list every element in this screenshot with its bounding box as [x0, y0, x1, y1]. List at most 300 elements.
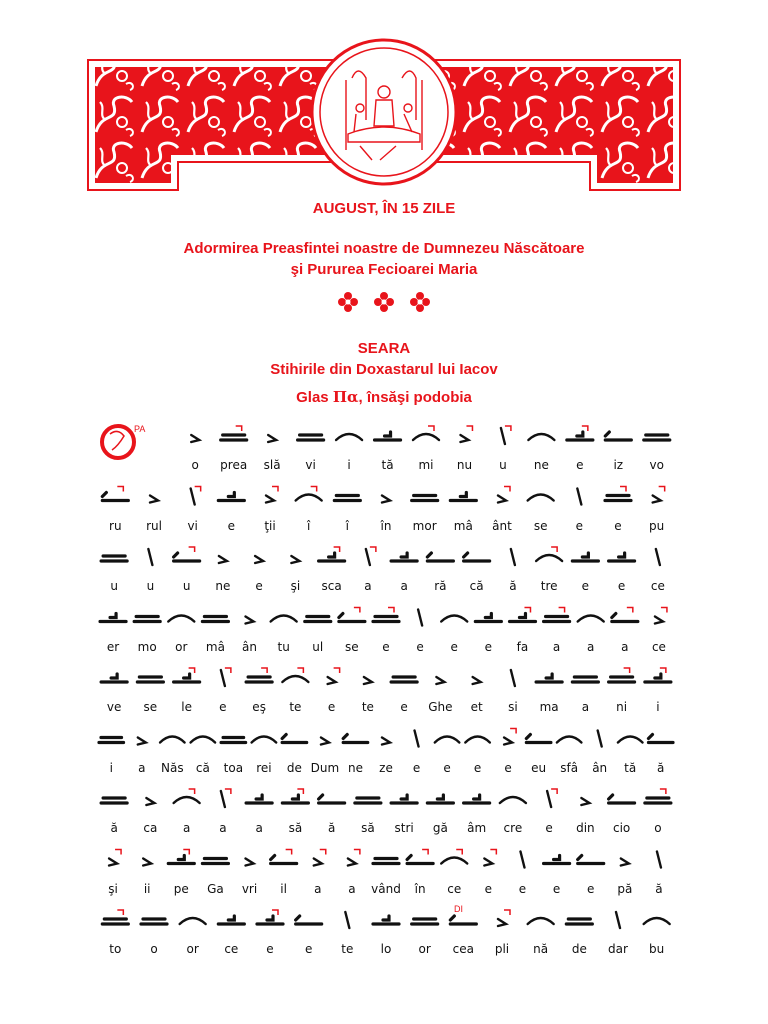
lyric-syllable: nu	[456, 458, 473, 472]
lyric-syllable: şi	[290, 579, 301, 593]
neume-mark	[435, 737, 460, 743]
neume-mark	[391, 795, 417, 803]
lyric-syllable: il	[280, 881, 287, 896]
lyric-syllable: prea	[220, 458, 248, 472]
initial-marker: PA	[134, 424, 146, 434]
neume-mark	[578, 856, 604, 864]
neume-mark	[282, 735, 307, 743]
feast-title-line2: şi Pururea Fecioarei Maria	[290, 261, 478, 278]
red-sign-mark	[117, 910, 123, 915]
neume-mark	[339, 614, 365, 622]
lyric-syllable: pli	[494, 942, 510, 956]
neume-mark	[605, 496, 631, 501]
lyric-syllable: vo	[649, 458, 664, 472]
neume-mark	[373, 859, 399, 864]
lyric-syllable: mâ	[205, 639, 225, 654]
red-sign-mark	[225, 789, 231, 794]
lyric-syllable: u	[146, 579, 155, 593]
neume-mark	[180, 918, 206, 924]
neume-mark	[168, 616, 194, 622]
neume-mark	[366, 549, 370, 565]
neume-mark	[174, 797, 200, 803]
lyric-syllable: pe	[173, 881, 189, 896]
neume-mark	[465, 737, 490, 743]
neume-mark	[321, 738, 329, 745]
neume-mark	[137, 677, 163, 682]
neume-mark	[391, 677, 417, 682]
neume-line	[102, 910, 669, 928]
red-sign-mark	[195, 487, 201, 492]
neume-mark	[418, 610, 422, 626]
lyric-syllable: de	[571, 942, 587, 956]
lyric-syllable: ne	[533, 458, 549, 472]
glas-sign: Πα	[332, 388, 359, 406]
lyric-syllable: ră	[434, 579, 447, 593]
neume-mark	[102, 919, 128, 924]
neume-mark	[581, 798, 589, 805]
lyric-syllable: lo	[380, 942, 392, 956]
red-sign-mark	[236, 426, 242, 431]
lyric-syllable: e	[484, 881, 493, 896]
flower-icon	[338, 292, 358, 312]
lyric-syllable: ve	[106, 700, 122, 714]
lyric-syllable: bu	[649, 942, 665, 956]
red-sign-mark	[456, 850, 462, 855]
neume-mark	[557, 737, 582, 743]
red-sign-mark	[225, 668, 231, 673]
neume-mark	[221, 791, 225, 807]
lyric-syllable: e	[266, 942, 274, 956]
red-sign-mark	[311, 487, 317, 492]
neume-mark	[257, 916, 283, 924]
neume-mark	[150, 496, 158, 503]
neume-mark	[609, 677, 635, 682]
lyric-syllable: Ghe	[428, 700, 453, 714]
neume-mark	[536, 674, 562, 682]
lyric-syllable: o	[191, 458, 199, 472]
neume-mark	[271, 616, 297, 622]
red-sign-mark	[183, 850, 189, 855]
feast-title-line1: Adormirea Preasfintei noastre de Dumnezeu Născătoare	[183, 240, 585, 257]
neume-mark	[282, 676, 308, 682]
lyric-syllable: ni	[616, 700, 628, 714]
neume-line	[191, 426, 670, 444]
red-sign-mark	[428, 426, 434, 431]
lyric-syllable: a	[364, 579, 372, 593]
neume-mark	[255, 556, 263, 563]
neume-mark	[146, 798, 154, 805]
neume-mark	[621, 859, 629, 866]
red-sign-mark	[510, 729, 516, 734]
red-sign-mark	[189, 668, 195, 673]
red-sign-mark	[297, 789, 303, 794]
lyric-syllable: to	[109, 942, 122, 956]
neume-mark	[319, 795, 345, 803]
lyric-syllable: Năs	[161, 760, 184, 775]
lyric-syllable: tă	[381, 458, 394, 472]
neume-mark	[174, 674, 200, 682]
neume-mark	[504, 738, 512, 745]
lyric-syllable: vând	[371, 881, 401, 896]
neume-mark	[520, 852, 524, 868]
neume-mark	[572, 553, 598, 561]
lyric-syllable: fa	[516, 639, 529, 654]
subsection-heading: Stihirile din Doxastarul lui Iacov	[270, 361, 498, 378]
neume-mark	[609, 795, 635, 803]
lyric-syllable: ânt	[492, 518, 512, 533]
red-sign-mark	[624, 668, 630, 673]
lyric-syllable: ne	[215, 579, 231, 593]
lyric-syllable: se	[143, 700, 158, 714]
red-sign-mark	[659, 487, 665, 492]
neume-mark	[291, 556, 299, 563]
lyric-syllable: i	[109, 760, 113, 775]
lyric-syllable: a	[314, 881, 322, 896]
lyric-syllable: ân	[242, 639, 257, 654]
lyric-syllable: sca	[321, 579, 342, 593]
neume-mark	[450, 493, 476, 501]
neume-mark	[528, 918, 554, 924]
red-sign-mark	[490, 850, 496, 855]
neume-mark	[305, 617, 331, 622]
lyric-syllable: să	[361, 821, 375, 835]
neume-mark	[528, 495, 554, 501]
red-sign-mark	[320, 850, 326, 855]
lyric-syllable: i	[656, 700, 660, 714]
lyric-syllable: e	[518, 881, 527, 896]
neume-mark	[511, 549, 515, 565]
neume-mark	[191, 737, 216, 743]
neume-mark	[314, 859, 322, 866]
lyric-syllable: rei	[256, 760, 272, 775]
lyric-syllable: ă	[509, 579, 517, 593]
glas-label: Glas	[296, 389, 329, 406]
neume-mark	[566, 919, 592, 924]
lyric-syllable: ii	[143, 881, 151, 896]
lyric-syllable: cea	[452, 942, 474, 956]
lyric-syllable: vi	[187, 518, 198, 533]
neume-mark	[598, 731, 602, 747]
neume-mark	[436, 677, 444, 684]
red-sign-mark	[505, 426, 511, 431]
neume-mark	[373, 617, 399, 622]
lyric-syllable: mi	[418, 458, 434, 472]
lyric-syllable: a	[587, 639, 595, 654]
red-sign-mark	[286, 850, 292, 855]
neume-mark	[501, 428, 505, 444]
neume-mark	[221, 670, 225, 686]
red-sign-mark	[334, 547, 340, 552]
lyric-syllable: e	[382, 639, 390, 654]
lyric-syllable: ă	[327, 821, 336, 835]
lyric-syllable: te	[341, 942, 354, 956]
lyric-syllable: e	[617, 579, 626, 593]
neume-mark	[605, 432, 631, 440]
lyric-syllable: ru	[109, 518, 122, 533]
lyric-syllable: âm	[467, 821, 487, 835]
neume-line	[102, 487, 664, 505]
neume-mark	[100, 614, 126, 622]
red-sign-mark	[354, 608, 360, 613]
neume-mark	[174, 553, 200, 561]
neume-mark	[101, 556, 127, 561]
lyric-syllable: e	[484, 639, 493, 654]
neume-mark	[334, 496, 360, 501]
neume-mark	[218, 493, 244, 501]
neume-line	[100, 608, 667, 626]
neume-mark	[572, 677, 598, 682]
red-sign-mark	[504, 487, 510, 492]
lyric-syllable: a	[219, 821, 227, 835]
lyric-syllable: că	[195, 760, 210, 775]
lyric-syllable: eu	[531, 760, 547, 775]
lyric-syllable: î	[345, 518, 349, 533]
red-sign-mark	[466, 426, 472, 431]
neume-line	[109, 850, 661, 868]
neume-mark	[657, 852, 661, 868]
lyric-syllable: e	[219, 700, 227, 714]
lyric-syllable: a	[400, 579, 408, 593]
neume-mark	[221, 435, 247, 440]
lyric-syllable: Dum	[310, 760, 340, 775]
neume-mark	[134, 617, 160, 622]
lyric-syllable: ce	[447, 881, 462, 896]
red-sign-mark	[272, 910, 278, 915]
neume-mark	[101, 674, 127, 682]
red-sign-mark	[551, 547, 557, 552]
neume-mark	[160, 737, 185, 743]
neume-mark	[609, 553, 635, 561]
lyric-syllable: din	[576, 821, 595, 835]
red-sign-mark	[661, 608, 667, 613]
neume-mark	[645, 674, 671, 682]
section-heading: SEARA	[357, 340, 411, 357]
neume-mark	[526, 735, 551, 743]
red-sign-mark	[660, 668, 666, 673]
lyric-syllable: şi	[108, 881, 118, 896]
lyric-syllable: te	[289, 700, 302, 714]
lyric-syllable: dar	[608, 942, 628, 956]
headpiece-ornament	[0, 0, 768, 260]
lyric-syllable: e	[400, 700, 408, 714]
neume-mark	[547, 791, 551, 807]
neume-line	[101, 668, 671, 686]
red-sign-mark	[117, 487, 123, 492]
mid-marker: DI	[454, 904, 463, 914]
lyric-syllable: e	[473, 760, 482, 775]
lyric-syllable: e	[587, 881, 595, 896]
neume-mark	[464, 795, 490, 803]
neume-mark	[653, 496, 661, 503]
neume-mark	[202, 617, 228, 622]
lyric-syllable: vri	[241, 881, 258, 896]
lyric-syllable: se	[345, 639, 359, 654]
neume-mark	[271, 856, 297, 864]
neume-mark	[616, 912, 620, 928]
neume-mark	[644, 918, 670, 924]
neume-mark	[343, 735, 368, 743]
lyric-syllable: ne	[347, 760, 363, 775]
red-sign-mark	[370, 547, 376, 552]
neume-mark	[148, 549, 152, 565]
neume-mark	[296, 495, 322, 501]
neume-mark	[577, 489, 581, 505]
neume-mark	[509, 614, 535, 622]
lyric-syllable: tă	[624, 760, 637, 775]
lyric-syllable: e	[581, 579, 590, 593]
neume-line	[101, 789, 671, 807]
neume-mark	[382, 738, 390, 745]
lyric-syllable: e	[576, 458, 584, 472]
neume-mark	[645, 798, 671, 803]
neume-mark	[191, 435, 199, 442]
neume-mark	[141, 919, 167, 924]
lyric-syllable: e	[416, 639, 424, 654]
lyric-syllable: tre	[540, 579, 558, 593]
lyric-syllable: a	[581, 700, 590, 714]
lyric-syllable: e	[412, 760, 421, 775]
lyric-syllable: vi	[305, 458, 316, 472]
lyric-syllable: cio	[612, 821, 631, 835]
lyric-syllable: ţii	[264, 518, 276, 533]
lyric-syllable: Ga	[207, 881, 224, 896]
red-sign-mark	[559, 608, 565, 613]
lyric-syllable: în	[380, 518, 392, 533]
lyric-syllable: cre	[503, 821, 523, 835]
neume-line	[99, 729, 673, 747]
lyric-syllable: e	[450, 639, 458, 654]
lyric-syllable: iz	[613, 458, 624, 472]
neume-mark	[252, 737, 277, 743]
neume-mark	[544, 856, 570, 864]
lyric-syllable: ma	[539, 700, 559, 714]
neume-mark	[578, 616, 604, 622]
lyric-syllable: mor	[412, 518, 437, 533]
red-sign-mark	[422, 850, 428, 855]
lyric-syllable: a	[621, 639, 629, 654]
lyric-syllable: er	[106, 639, 120, 654]
neume-mark	[656, 549, 660, 565]
lyric-syllable: eş	[252, 700, 266, 714]
neume-mark	[191, 489, 195, 505]
lyric-syllable: ce	[650, 579, 665, 593]
neume-mark	[336, 434, 362, 440]
lyric-syllable: ă	[657, 760, 665, 775]
neume-mark	[382, 496, 390, 503]
lyric-syllable: a	[182, 821, 191, 835]
neume-mark	[345, 912, 349, 928]
red-sign-mark	[660, 789, 666, 794]
lyric-syllable: nă	[533, 942, 549, 956]
lyric-syllable: te	[361, 700, 374, 714]
lyric-syllable: toa	[223, 760, 244, 775]
lyric-syllable: tu	[277, 639, 290, 654]
neume-mark	[412, 919, 438, 924]
neume-mark	[475, 614, 501, 622]
lyric-syllable: î	[306, 518, 311, 533]
neume-mark	[427, 553, 453, 561]
neume-mark	[168, 856, 194, 864]
neume-mark	[266, 496, 274, 503]
red-sign-mark	[189, 789, 195, 794]
lyric-syllable: pu	[649, 518, 665, 533]
neume-mark	[355, 798, 381, 803]
neume-mark	[413, 434, 439, 440]
neume-mark	[202, 859, 228, 864]
flower-ornaments	[0, 292, 768, 317]
neume-mark	[441, 616, 467, 622]
neume-mark	[101, 798, 127, 803]
lyric-syllable: u	[182, 579, 191, 593]
lyric-syllable: or	[175, 639, 188, 654]
neume-mark	[246, 795, 272, 803]
lyric-syllable: a	[552, 639, 561, 654]
lyric-syllable: ul	[312, 639, 324, 654]
neume-mark	[246, 677, 272, 682]
neume-mark	[450, 916, 476, 924]
neume-mark	[407, 856, 433, 864]
red-sign-mark	[334, 668, 340, 673]
neume-line	[101, 547, 660, 565]
neume-mark	[427, 795, 453, 803]
lyric-syllable: ă	[110, 821, 118, 835]
lyric-syllable: a	[255, 821, 263, 835]
lyric-syllable: et	[470, 700, 483, 714]
lyric-syllable: ce	[651, 639, 666, 654]
red-sign-mark	[620, 487, 626, 492]
neume-score	[0, 420, 768, 1020]
red-sign-mark	[297, 668, 303, 673]
red-sign-mark	[551, 789, 557, 794]
lyric-syllable: sfâ	[560, 760, 579, 775]
neume-mark	[648, 735, 673, 743]
lyric-syllable: u	[110, 579, 118, 593]
lyric-syllable: i	[347, 458, 351, 472]
red-sign-mark	[272, 487, 278, 492]
lyric-syllable: o	[654, 821, 662, 835]
neume-mark	[415, 731, 419, 747]
lyric-syllable: ă	[655, 881, 663, 896]
neume-mark	[348, 859, 356, 866]
flower-icon	[410, 292, 430, 312]
lyric-syllable: e	[504, 760, 512, 775]
neume-mark	[102, 493, 128, 501]
neume-mark	[218, 916, 244, 924]
red-sign-mark	[115, 850, 121, 855]
neume-mark	[441, 858, 467, 864]
neume-mark	[246, 859, 254, 866]
neume-mark	[644, 435, 670, 440]
lyric-syllable: ca	[143, 821, 158, 835]
lyric-syllable: ân	[592, 760, 608, 775]
red-sign-mark	[261, 668, 267, 673]
neume-mark	[296, 916, 322, 924]
lyric-syllable: gă	[432, 821, 448, 835]
lyric-syllable: se	[533, 518, 548, 533]
neume-mark	[319, 553, 345, 561]
flower-icon	[374, 292, 394, 312]
lyric-syllable: pă	[617, 881, 633, 896]
red-sign-mark	[627, 608, 633, 613]
neume-mark	[282, 795, 308, 803]
lyric-syllable: e	[552, 881, 561, 896]
lyric-syllable: slă	[263, 458, 281, 472]
neume-mark	[375, 432, 401, 440]
neume-mark	[473, 677, 481, 684]
lyric-syllable: ze	[379, 760, 393, 775]
red-sign-mark	[582, 426, 588, 431]
neume-mark	[328, 677, 336, 684]
